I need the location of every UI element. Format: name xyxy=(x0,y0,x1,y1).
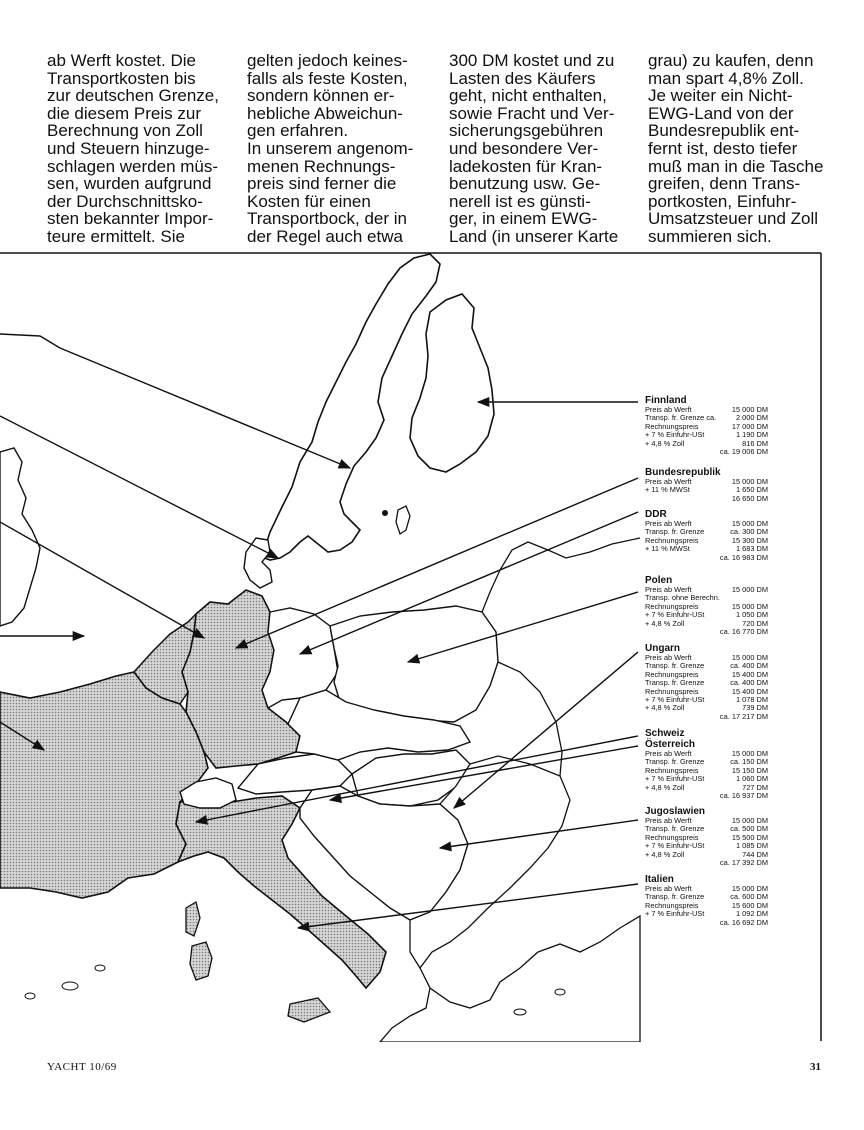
finland-shape xyxy=(410,294,494,472)
row-value: 1 092 DM xyxy=(735,909,768,919)
row-value: 1 060 DM xyxy=(735,774,768,784)
row-value: 15 000 DM xyxy=(731,884,768,893)
row-label: + 4,8 % Zoll xyxy=(645,782,685,792)
total-row xyxy=(645,713,768,721)
island-2 xyxy=(555,989,565,995)
denmark-shape xyxy=(244,538,272,588)
row-value: 1 050 DM xyxy=(735,610,768,620)
row-label: Rechnungspreis xyxy=(645,421,699,431)
row-label: Transp. ohne Berechn. xyxy=(645,593,720,603)
row-value: 2 000 DM xyxy=(735,413,768,423)
country-name-polen: Polen xyxy=(645,575,673,586)
page-number: 31 xyxy=(810,1061,821,1073)
row-label: Preis ab Werft xyxy=(645,585,692,594)
france-shape xyxy=(0,672,208,898)
total-row xyxy=(645,495,768,503)
row-value: 15 000 DM xyxy=(731,405,768,414)
row-value: 720 DM xyxy=(742,618,768,628)
panel-polen xyxy=(645,575,768,636)
total-value: 16 650 DM xyxy=(731,493,768,503)
row-label: Transp. fr. Grenze xyxy=(645,527,705,537)
row-value: ca. 600 DM xyxy=(730,892,768,902)
row-label: Rechnungspreis xyxy=(645,601,699,611)
row-value: 1 085 DM xyxy=(735,841,768,851)
country-name-ddr: DDR xyxy=(645,509,667,520)
row-value: 727 DM xyxy=(742,782,768,792)
total-value: ca. 17 392 DM xyxy=(719,858,768,868)
row-value: ca. 300 DM xyxy=(730,527,768,537)
row-value: 744 DM xyxy=(742,849,768,859)
panel-schweiz-oesterreich xyxy=(645,728,768,800)
total-row xyxy=(645,919,768,927)
panel-ddr xyxy=(645,509,768,562)
row-label: + 11 % MWSt xyxy=(645,485,690,495)
row-label: Transp. fr. Grenze ca. xyxy=(645,413,717,423)
island-5 xyxy=(25,993,35,999)
country-name-finnland: Finnland xyxy=(645,395,687,406)
country-name-jugoslawien: Jugoslawien xyxy=(645,806,706,817)
total-value: ca. 16 770 DM xyxy=(719,627,768,637)
total-value: ca. 16 983 DM xyxy=(719,552,768,562)
row-label: Preis ab Werft xyxy=(645,405,692,414)
island-1 xyxy=(514,1009,526,1015)
row-value: 15 150 DM xyxy=(731,765,768,775)
row-value: ca. 400 DM xyxy=(730,661,768,671)
row-label: + 4,8 % Zoll xyxy=(645,438,685,448)
article-column-1 xyxy=(47,52,227,246)
row-value: ca. 500 DM xyxy=(730,824,768,834)
row-value: 15 000 DM xyxy=(731,519,768,528)
row-value: 15 400 DM xyxy=(731,669,768,679)
row-value: 15 000 DM xyxy=(731,477,768,486)
row-label: Rechnungspreis xyxy=(645,535,699,545)
total-row xyxy=(645,448,768,456)
scandinavia-shape xyxy=(262,254,440,560)
row-label: Rechnungspreis xyxy=(645,900,699,910)
row-value: 15 000 DM xyxy=(731,601,768,611)
row-label: Preis ab Werft xyxy=(645,884,692,893)
row-value: ca. 400 DM xyxy=(730,678,768,688)
gotland-shape xyxy=(396,506,410,534)
row-label: Transp. fr. Grenze xyxy=(645,757,705,767)
row-label: + 7 % Einfuhr-USt xyxy=(645,774,705,784)
row-label: Transp. fr. Grenze xyxy=(645,892,705,902)
island-3 xyxy=(62,982,78,990)
sardinia-shape xyxy=(190,942,212,980)
total-value: ca. 17 217 DM xyxy=(719,711,768,721)
sicily-shape xyxy=(288,998,330,1022)
panel-ungarn xyxy=(645,643,768,721)
row-value: 15 400 DM xyxy=(731,686,768,696)
britain-shape xyxy=(0,448,40,626)
country-name-schweiz: Schweiz xyxy=(645,728,685,739)
total-value: ca. 19 006 DM xyxy=(719,447,768,457)
row-label: + 4,8 % Zoll xyxy=(645,618,685,628)
row-label: Transp. fr. Grenze xyxy=(645,661,705,671)
arrow-left-1 xyxy=(0,334,350,468)
total-row xyxy=(645,628,768,636)
row-value: 15 000 DM xyxy=(731,816,768,825)
row-label: Preis ab Werft xyxy=(645,477,692,486)
row-value: 816 DM xyxy=(742,438,768,448)
row-label: Transp. fr. Grenze xyxy=(645,824,705,834)
country-name-bundesrepublik: Bundesrepublik xyxy=(645,467,721,478)
row-label: Rechnungspreis xyxy=(645,832,699,842)
row-label: + 4,8 % Zoll xyxy=(645,703,685,713)
row-label: Rechnungspreis xyxy=(645,669,699,679)
panel-bundesrepublik xyxy=(645,467,768,503)
baltic-east-coast xyxy=(482,538,640,612)
corsica-shape xyxy=(186,902,200,936)
article-column-3-text: 300 DM kostet und zu Lasten des Käufers geht, nicht enthalten, sowie Fracht und Ver- sicherungsgebühren und besondere Ver- ladekosten für Kran- benutzung usw. Ge- nerell ist es günsti- ger, in einem EWG- Land (in unserer Karte xyxy=(449,51,619,246)
article-column-1-text: ab Werft kostet. Die Transportkosten bis zur deutschen Grenze, die diesem Preis zur Berechnung von Zoll und Steuern hinzuge- schlagen werden müs- sen, wurden aufgrund der Durchschnittsko- sten bekannter Impor- teure ermittelt. Sie xyxy=(47,51,219,246)
country-name-italien: Italien xyxy=(645,874,674,885)
row-label: + 7 % Einfuhr-USt xyxy=(645,610,705,620)
panel-italien xyxy=(645,874,768,927)
country-name-oesterreich: Österreich xyxy=(645,739,696,750)
article-column-4 xyxy=(648,52,828,246)
row-value: 739 DM xyxy=(742,703,768,713)
row-label: + 7 % Einfuhr-USt xyxy=(645,430,705,440)
row-value: 15 300 DM xyxy=(731,535,768,545)
row-value: 15 000 DM xyxy=(731,749,768,758)
row-label: + 4,8 % Zoll xyxy=(645,849,685,859)
row-value: 17 000 DM xyxy=(731,421,768,431)
total-row xyxy=(645,554,768,562)
island-4 xyxy=(95,965,105,971)
row-label: Preis ab Werft xyxy=(645,816,692,825)
panel-finnland xyxy=(645,395,768,456)
arrow-left-2 xyxy=(0,416,278,558)
country-name-ungarn: Ungarn xyxy=(645,643,680,654)
total-value: ca. 16 937 DM xyxy=(719,791,768,801)
article-column-4-text: grau) zu kaufen, denn man spart 4,8% Zoll. Je weiter ein Nicht- EWG-Land von der Bundesrepublik ent- fernt ist, desto tiefer muß man in die Tasche greifen, denn Trans- portkosten, Einfuhr- Umsatzsteuer und Zoll summieren sich. xyxy=(648,51,824,246)
row-value: 15 000 DM xyxy=(731,653,768,662)
article-column-3 xyxy=(449,52,629,246)
magazine-issue: YACHT 10/69 xyxy=(47,1061,117,1073)
row-value: 1 650 DM xyxy=(735,485,768,495)
row-label: + 7 % Einfuhr-USt xyxy=(645,695,705,705)
row-label: Preis ab Werft xyxy=(645,749,692,758)
row-value: 1 190 DM xyxy=(735,430,768,440)
row-label: Rechnungspreis xyxy=(645,686,699,696)
total-row xyxy=(645,792,768,800)
row-value: 1 078 DM xyxy=(735,695,768,705)
row-value: 15 000 DM xyxy=(731,585,768,594)
row-value: 1 683 DM xyxy=(735,544,768,554)
total-value: ca. 16 692 DM xyxy=(719,917,768,927)
total-row xyxy=(645,859,768,867)
row-label: Preis ab Werft xyxy=(645,519,692,528)
row-value: 15 500 DM xyxy=(731,832,768,842)
article-column-2-text: gelten jedoch keines- falls als feste Kosten, sondern können er- hebliche Abweichun- gen erfahren. In unserem angenom- menen Rechnungs- preis sind ferner die Kosten für einen Transportbock, der in der Regel auch etwa xyxy=(247,51,414,246)
row-label: Transp. fr. Grenze xyxy=(645,678,705,688)
row-value: ca. 150 DM xyxy=(730,757,768,767)
row-value: 15 600 DM xyxy=(731,900,768,910)
row-label: Preis ab Werft xyxy=(645,653,692,662)
row-label: + 7 % Einfuhr-USt xyxy=(645,841,705,851)
article-column-2 xyxy=(247,52,427,246)
row-label: Rechnungspreis xyxy=(645,765,699,775)
baltic-dot xyxy=(382,510,388,516)
row-label: + 11 % MWSt xyxy=(645,544,690,554)
row-label: + 7 % Einfuhr-USt xyxy=(645,909,705,919)
panel-jugoslawien xyxy=(645,806,768,867)
